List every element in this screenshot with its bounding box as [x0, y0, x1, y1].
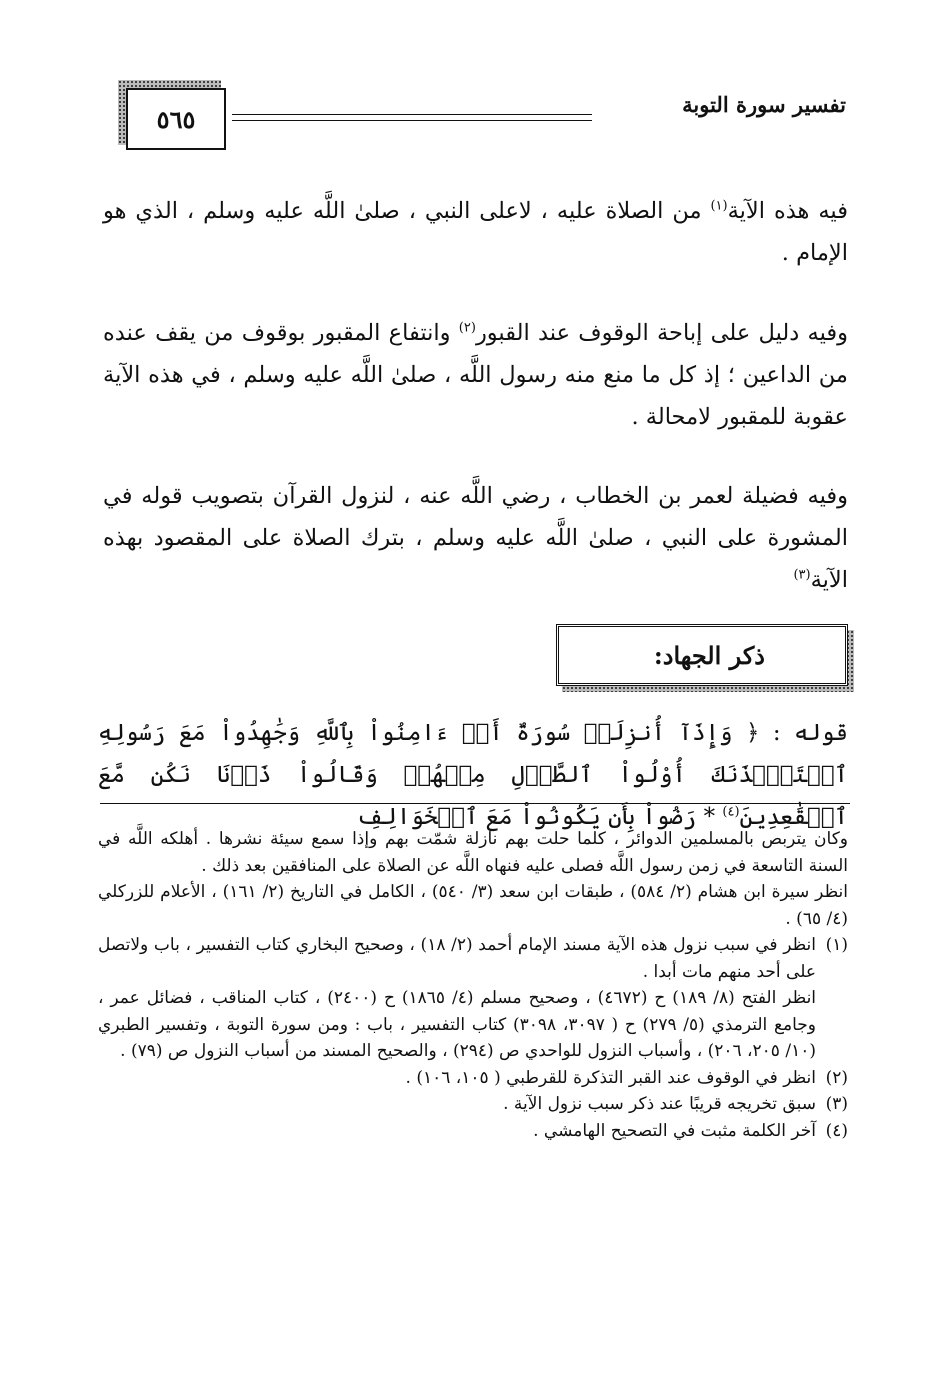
paragraph-text: وانتفاع المقبور بوقوف من يقف عنده من الداعين ؛ إذ كل ما منع منه رسول اللَّه ، صلىٰ اللَّه عليه وسلم ، في هذه الآية عقوبة للمقبور لامحالة .	[103, 320, 848, 430]
paragraph-2	[103, 312, 848, 438]
footnote-1-sources: انظر الفتح (٨/ ١٨٩) ح (٤٦٧٢) ، وصحيح مسلم (٤/ ١٨٦٥) ح (٢٤٠٠) ، كتاب المناقب ، فضائل عمر ، وجامع الترمذي (٥/ ٢٧٩) ح ( ٣٠٩٧، ٣٠٩٨) كتاب التفسير ، باب : ومن سورة التوبة ، وتفسير الطبري (١٠/ ٢٠٥، ٢٠٦) ، وأسباب النزول للواحدي ص (٢٩٤) ، والصحيح المسند من أسباب النزول ص (٧٩) .	[98, 988, 817, 1061]
footnote-ref-1: (١)	[710, 198, 728, 214]
paragraph-3	[103, 475, 848, 601]
footnote-ref-2: (٢)	[458, 320, 476, 336]
footnote-text: سبق تخريجه قريبًا عند ذكر سبب نزول الآية .	[503, 1094, 816, 1114]
quran-text: قوله : ﴿ وَإِذَآ أُنزِلَتۡ سُورَةٌ أَنۡ ءَامِنُواْ بِٱللَّهِ وَجَٰهِدُواْ مَعَ رَسُولِهِ ٱسۡتَـٔۡذَنَكَ أُوْلُواْ ٱلطَّوۡلِ مِنۡهُمۡ وَقَالُواْ ذَرۡنَا نَكُن مَّعَ ٱلۡقَٰعِدِينَ	[98, 720, 848, 830]
footnote-number: (٢)	[825, 1067, 848, 1088]
paragraph-text: وفيه دليل على إباحة الوقوف عند القبور	[475, 320, 848, 346]
paragraph-1	[103, 190, 848, 274]
footnote-number: (١)	[825, 935, 848, 955]
footnote-4	[98, 1118, 848, 1145]
footnote-text: انظر في الوقوف عند القبر التذكرة للقرطبي ( ١٠٥، ١٠٦) .	[405, 1067, 816, 1088]
footnote-3	[98, 1091, 848, 1118]
footnote-number: (٤)	[825, 1120, 848, 1141]
footnote-number: (٣)	[825, 1094, 848, 1114]
header-rule	[232, 120, 592, 121]
running-header-title: تفسير سورة التوبة	[682, 92, 846, 117]
footnote-1	[98, 932, 848, 985]
footnote-ref-4: (٤)	[722, 804, 740, 820]
footnotes	[98, 826, 848, 1144]
quran-text: * رَضُواْ بِأَن يَكُونُواْ مَعَ ٱلۡخَوَالِفِ	[356, 804, 723, 830]
page-number: ٥٦٥	[156, 104, 196, 134]
section-heading: ذكر الجهاد:	[653, 640, 765, 670]
footnote-ref-3: (٣)	[793, 567, 811, 583]
section-heading-box	[556, 624, 848, 686]
footnote-continuation: انظر سيرة ابن هشام (٢/ ٥٨٤) ، طبقات ابن سعد (٣/ ٥٤٠) ، الكامل في التاريخ (٢/ ١٦١) ، الأعلام للزركلي (٤/ ٦٥) .	[98, 882, 848, 929]
paragraph-text: فيه هذه الآية	[727, 198, 848, 224]
footnote-text: انظر في سبب نزول هذه الآية مسند الإمام أحمد (٢/ ١٨) ، وصحيح البخاري كتاب التفسير ، باب ولاتصل على أحد منهم مات أبدا .	[98, 935, 816, 982]
paragraph-text: وفيه فضيلة لعمر بن الخطاب ، رضي اللَّه عنه ، لنزول القرآن بتصويب قوله في المشورة على النبي ، صلىٰ اللَّه عليه وسلم ، بترك الصلاة على المقصود بهذه الآية	[103, 483, 848, 593]
footnote-text: آخر الكلمة مثبت في التصحيح الهامشي .	[533, 1120, 816, 1141]
header-rule	[232, 114, 592, 115]
page-number-box	[126, 88, 226, 150]
footnote-continuation: وكان يتربص بالمسلمين الدوائر ، كلما حلت بهم نازلة شمّت بهم وإذا سمع سيئة نشرها . أهلكه اللَّه في السنة التاسعة في زمن رسول اللَّه فصلى عليه فنهاه اللَّه عن الصلاة على المنافقين بعد ذلك .	[98, 829, 848, 876]
quran-verse	[98, 712, 848, 838]
footnote-separator	[100, 803, 850, 804]
footnote-2	[98, 1065, 848, 1092]
paragraph-text: من الصلاة عليه ، لاعلى النبي ، صلىٰ اللَّه عليه وسلم ، الذي هو الإمام .	[103, 198, 848, 266]
